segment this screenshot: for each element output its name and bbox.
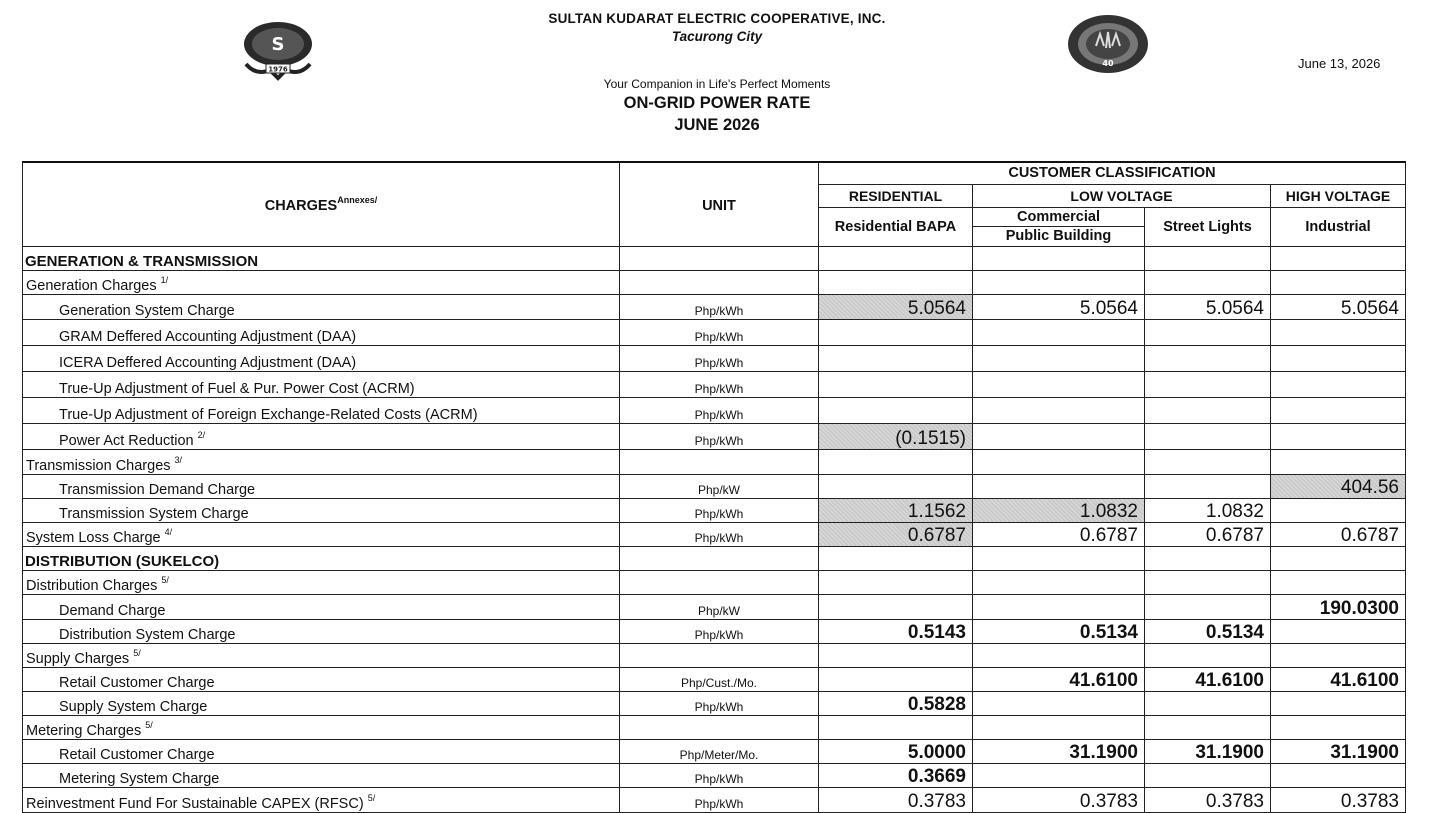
table-row	[23, 522, 1406, 546]
rate-value-res: 5.0000	[819, 739, 973, 763]
rate-value-str	[1145, 449, 1271, 474]
charge-label: Transmission Demand Charge	[23, 474, 620, 498]
rate-value-ind: 0.6787	[1271, 522, 1406, 546]
rate-value-str	[1145, 546, 1271, 570]
table-row	[23, 619, 1406, 643]
unit-cell: Php/kWh	[620, 522, 819, 546]
rate-value-com	[973, 691, 1145, 715]
table-row	[23, 546, 1406, 570]
commercial-header: Commercial	[973, 207, 1145, 226]
high-voltage-header: HIGH VOLTAGE	[1271, 184, 1406, 207]
rate-value-res: 0.6787	[819, 522, 973, 546]
unit-cell: Php/kW	[620, 594, 819, 619]
charge-label: DISTRIBUTION (SUKELCO)	[23, 546, 620, 570]
rate-value-str: 31.1900	[1145, 739, 1271, 763]
charge-label: GENERATION & TRANSMISSION	[23, 246, 620, 270]
rate-value-ind	[1271, 246, 1406, 270]
rate-value-str	[1145, 763, 1271, 787]
unit-cell	[620, 546, 819, 570]
rate-value-com: 0.3783	[973, 787, 1145, 812]
rate-value-ind	[1271, 643, 1406, 667]
unit-cell	[620, 449, 819, 474]
rate-value-ind	[1271, 371, 1406, 397]
rate-value-ind	[1271, 498, 1406, 522]
unit-cell: Php/kWh	[620, 763, 819, 787]
document-date: June 13, 2026	[1298, 56, 1381, 71]
rate-value-str	[1145, 474, 1271, 498]
rate-value-ind	[1271, 619, 1406, 643]
unit-cell: Php/kWh	[620, 787, 819, 812]
table-row	[23, 371, 1406, 397]
rate-value-res: 0.3783	[819, 787, 973, 812]
rate-value-ind	[1271, 449, 1406, 474]
rate-value-str	[1145, 270, 1271, 294]
rate-value-res	[819, 397, 973, 423]
rate-value-res	[819, 345, 973, 371]
rate-value-res	[819, 270, 973, 294]
low-voltage-header: LOW VOLTAGE	[973, 184, 1271, 207]
rate-value-com	[973, 474, 1145, 498]
charge-label: Generation System Charge	[23, 294, 620, 319]
charge-label: Reinvestment Fund For Sustainable CAPEX (RFSC) $^{5/}$	[23, 787, 620, 812]
organization-name: SULTAN KUDARAT ELECTRIC COOPERATIVE, INC.	[548, 11, 886, 26]
rate-value-ind	[1271, 763, 1406, 787]
rate-value-str	[1145, 345, 1271, 371]
unit-cell: Php/Cust./Mo.	[620, 667, 819, 691]
rate-value-str	[1145, 397, 1271, 423]
unit-cell	[620, 715, 819, 739]
charge-label: Transmission System Charge	[23, 498, 620, 522]
table-row	[23, 270, 1406, 294]
svg-text:40: 40	[1102, 59, 1114, 68]
table-row	[23, 449, 1406, 474]
rate-value-com	[973, 643, 1145, 667]
rate-value-ind	[1271, 423, 1406, 449]
rate-value-ind	[1271, 319, 1406, 345]
unit-cell: Php/kWh	[620, 691, 819, 715]
rate-value-res: 5.0564	[819, 294, 973, 319]
rate-value-ind: 41.6100	[1271, 667, 1406, 691]
rate-value-str: 1.0832	[1145, 498, 1271, 522]
rate-value-res: (0.1515)	[819, 423, 973, 449]
table-row	[23, 345, 1406, 371]
charge-label: Distribution System Charge	[23, 619, 620, 643]
rate-period: JUNE 2026	[674, 116, 760, 134]
rate-value-com	[973, 715, 1145, 739]
rate-value-com	[973, 570, 1145, 594]
unit-cell: Php/Meter/Mo.	[620, 739, 819, 763]
table-row	[23, 423, 1406, 449]
rate-value-ind	[1271, 691, 1406, 715]
residential-header: RESIDENTIAL	[819, 184, 973, 207]
rate-value-str	[1145, 371, 1271, 397]
rate-value-com: 0.5134	[973, 619, 1145, 643]
table-row	[23, 498, 1406, 522]
charge-label: Supply System Charge	[23, 691, 620, 715]
unit-cell	[620, 246, 819, 270]
rate-value-res	[819, 319, 973, 345]
rate-value-res: 1.1562	[819, 498, 973, 522]
rate-value-ind: 404.56	[1271, 474, 1406, 498]
rate-value-res	[819, 643, 973, 667]
page-title: ON-GRID POWER RATE	[623, 94, 811, 112]
svg-text:S: S	[271, 34, 285, 55]
charge-label: Supply Charges $^{5/}$	[23, 643, 620, 667]
rate-value-res	[819, 570, 973, 594]
street-lights-header: Street Lights	[1145, 207, 1271, 246]
charge-label: True-Up Adjustment of Foreign Exchange-Related Costs (ACRM)	[23, 397, 620, 423]
unit-cell: Php/kWh	[620, 319, 819, 345]
rate-value-ind: 0.3783	[1271, 787, 1406, 812]
charge-label: GRAM Deffered Accounting Adjustment (DAA)	[23, 319, 620, 345]
table-row	[23, 691, 1406, 715]
rate-value-res	[819, 594, 973, 619]
table-row	[23, 319, 1406, 345]
rate-value-com	[973, 270, 1145, 294]
rate-value-com	[973, 319, 1145, 345]
rate-value-res: 0.5828	[819, 691, 973, 715]
rate-value-ind: 31.1900	[1271, 739, 1406, 763]
rate-value-str: 0.3783	[1145, 787, 1271, 812]
charge-label: ICERA Deffered Accounting Adjustment (DAA)	[23, 345, 620, 371]
table-row	[23, 787, 1406, 812]
unit-cell: Php/kW	[620, 474, 819, 498]
rate-value-res	[819, 474, 973, 498]
charge-label: Retail Customer Charge	[23, 739, 620, 763]
table-row	[23, 474, 1406, 498]
charge-label: Distribution Charges $^{5/}$	[23, 570, 620, 594]
rate-value-res	[819, 246, 973, 270]
rate-value-res	[819, 546, 973, 570]
rate-value-res: 0.3669	[819, 763, 973, 787]
table-row	[23, 643, 1406, 667]
charge-label: Retail Customer Charge	[23, 667, 620, 691]
rate-value-com	[973, 345, 1145, 371]
charges-header: $CHARGES^{Annexes/}$	[23, 162, 620, 246]
unit-cell	[620, 270, 819, 294]
svg-text:1976: 1976	[268, 65, 288, 74]
rate-value-com	[973, 246, 1145, 270]
rate-value-str	[1145, 691, 1271, 715]
rate-value-com	[973, 423, 1145, 449]
table-row	[23, 397, 1406, 423]
rate-value-ind	[1271, 715, 1406, 739]
rate-value-str: 0.5134	[1145, 619, 1271, 643]
rate-value-str	[1145, 246, 1271, 270]
unit-cell: Php/kWh	[620, 498, 819, 522]
rate-value-ind	[1271, 270, 1406, 294]
rate-value-str: 0.6787	[1145, 522, 1271, 546]
charge-label: System Loss Charge $^{4/}$	[23, 522, 620, 546]
rate-value-res	[819, 371, 973, 397]
rate-value-str: 5.0564	[1145, 294, 1271, 319]
organization-city: Tacurong City	[671, 29, 763, 44]
customer-classification-header: CUSTOMER CLASSIFICATION	[819, 162, 1406, 184]
table-row	[23, 246, 1406, 270]
charge-label: Transmission Charges $^{3/}$	[23, 449, 620, 474]
rate-value-str	[1145, 715, 1271, 739]
unit-cell: Php/kWh	[620, 423, 819, 449]
charge-label: Metering Charges $^{5/}$	[23, 715, 620, 739]
rate-value-com	[973, 594, 1145, 619]
table-row	[23, 570, 1406, 594]
rate-value-str	[1145, 570, 1271, 594]
industrial-header: Industrial	[1271, 207, 1406, 246]
rate-value-com	[973, 546, 1145, 570]
unit-cell: Php/kWh	[620, 294, 819, 319]
rate-value-ind	[1271, 397, 1406, 423]
rate-value-ind: 5.0564	[1271, 294, 1406, 319]
rate-value-com	[973, 449, 1145, 474]
rate-table	[22, 161, 1406, 813]
charge-label: Power Act Reduction $^{2/}$	[23, 423, 620, 449]
rate-value-str	[1145, 319, 1271, 345]
table-row	[23, 594, 1406, 619]
unit-header: UNIT	[620, 162, 819, 246]
rate-value-str: 41.6100	[1145, 667, 1271, 691]
charge-label: Generation Charges $^{1/}$	[23, 270, 620, 294]
table-row	[23, 294, 1406, 319]
rate-value-str	[1145, 423, 1271, 449]
rate-value-str	[1145, 594, 1271, 619]
charge-label: True-Up Adjustment of Fuel & Pur. Power Cost (ACRM)	[23, 371, 620, 397]
unit-cell	[620, 570, 819, 594]
rate-value-ind	[1271, 570, 1406, 594]
table-row	[23, 715, 1406, 739]
rate-value-com: 1.0832	[973, 498, 1145, 522]
table-row	[23, 667, 1406, 691]
rate-value-com: 31.1900	[973, 739, 1145, 763]
unit-cell: Php/kWh	[620, 397, 819, 423]
charge-label: Metering System Charge	[23, 763, 620, 787]
table-row	[23, 763, 1406, 787]
unit-cell: Php/kWh	[620, 371, 819, 397]
rate-value-str	[1145, 643, 1271, 667]
table-row	[23, 739, 1406, 763]
rate-value-ind	[1271, 345, 1406, 371]
rate-value-res	[819, 449, 973, 474]
rate-value-ind: 190.0300	[1271, 594, 1406, 619]
tagline: Your Companion in Life's Perfect Moments	[603, 77, 831, 91]
rate-value-com	[973, 397, 1145, 423]
rate-value-res: 0.5143	[819, 619, 973, 643]
rate-value-res	[819, 667, 973, 691]
rate-value-com: 5.0564	[973, 294, 1145, 319]
rate-value-com: 0.6787	[973, 522, 1145, 546]
public-building-header: Public Building	[973, 226, 1145, 246]
residential-bapa-header: Residential BAPA	[819, 207, 973, 246]
unit-cell: Php/kWh	[620, 345, 819, 371]
rate-value-res	[819, 715, 973, 739]
unit-cell	[620, 643, 819, 667]
rate-value-ind	[1271, 546, 1406, 570]
rate-value-com	[973, 371, 1145, 397]
rate-value-com	[973, 763, 1145, 787]
unit-cell: Php/kWh	[620, 619, 819, 643]
charge-label: Demand Charge	[23, 594, 620, 619]
rate-value-com: 41.6100	[973, 667, 1145, 691]
